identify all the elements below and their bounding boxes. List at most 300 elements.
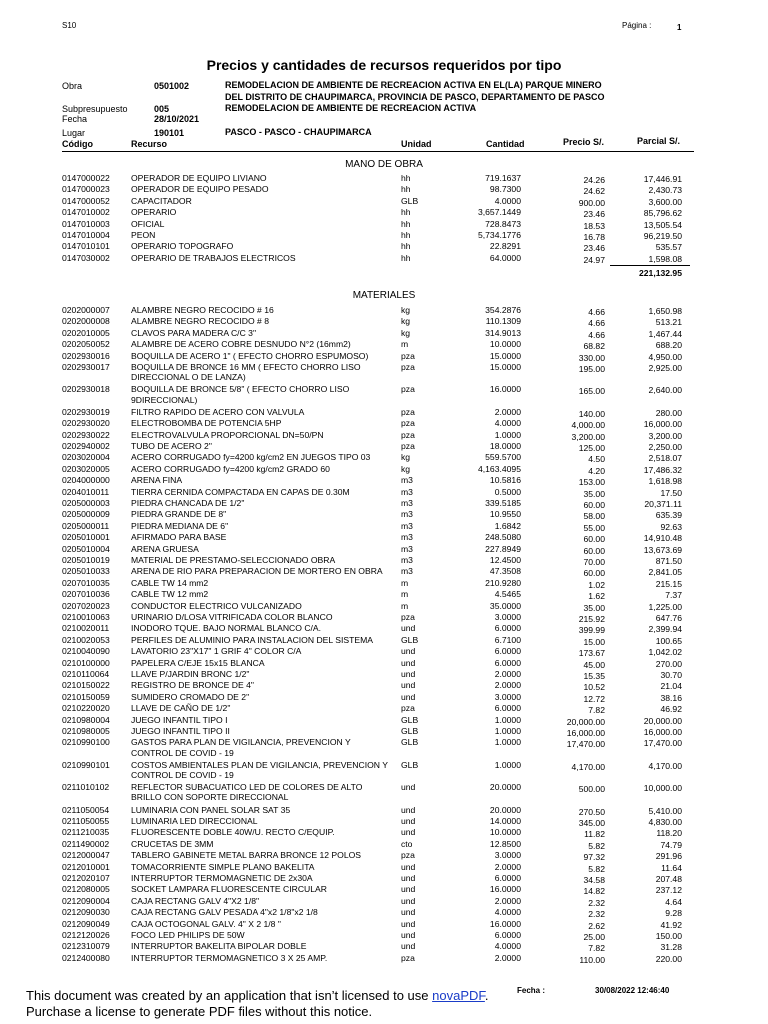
page-title: Precios y cantidades de recursos requeridos por tipo xyxy=(206,57,562,73)
row-price: 24.97 xyxy=(583,254,605,265)
row-unit: und xyxy=(401,646,416,657)
row-quantity: 12.8500 xyxy=(489,838,521,849)
row-code: 0212090004 xyxy=(62,895,110,906)
row-quantity: 2.0000 xyxy=(494,406,521,417)
page-code: S10 xyxy=(62,21,77,30)
row-quantity: 6.0000 xyxy=(494,873,521,883)
row-price: 70.00 xyxy=(583,557,605,567)
row-code: 0147010004 xyxy=(62,230,110,240)
obra-label: Obra xyxy=(62,81,83,91)
row-quantity: 3.0000 xyxy=(494,612,521,622)
row-unit: und xyxy=(401,782,416,793)
row-unit: und xyxy=(401,827,416,838)
row-price: 153.00 xyxy=(578,477,605,488)
row-resource: OPERARIO xyxy=(131,207,177,218)
row-quantity: 4.0000 xyxy=(494,907,521,918)
footer-fecha-label: Fecha : xyxy=(517,986,546,995)
row-code: 0147000023 xyxy=(62,184,110,195)
obra-desc-1: REMODELACION DE AMBIENTE DE RECREACION ACTIVA EN EL(LA) PARQUE MINERO xyxy=(225,80,602,90)
row-unit: pza xyxy=(401,350,415,361)
row-resource: URINARIO D/LOSA VITRIFICADA COLOR BLANCO xyxy=(131,612,333,622)
row-resource: ALAMBRE NEGRO RECOCIDO # 16 xyxy=(131,305,274,315)
row-price: 12.72 xyxy=(583,693,605,704)
row-resource: PIEDRA MEDIANA DE 6" xyxy=(131,520,229,531)
row-partial: 2,250.00 xyxy=(648,442,682,452)
row-partial: 150.00 xyxy=(655,931,682,941)
row-quantity: 98.7300 xyxy=(489,184,521,195)
row-code: 0210100000 xyxy=(62,657,110,668)
row-resource: JUEGO INFANTIL TIPO I xyxy=(131,714,228,725)
row-price: 195.00 xyxy=(578,364,605,374)
row-code: 0205010019 xyxy=(62,555,110,565)
section-title: MANO DE OBRA xyxy=(345,159,423,170)
row-resource: TOMACORRIENTE SIMPLE PLANO BAKELITA xyxy=(131,861,315,872)
row-quantity: 314.9013 xyxy=(485,327,521,338)
row-quantity: 1.0000 xyxy=(494,737,521,748)
row-resource: INTERRUPTOR BAKELITA BIPOLAR DOBLE xyxy=(131,941,307,952)
row-partial: 1,650.98 xyxy=(648,306,682,316)
row-quantity: 16.0000 xyxy=(489,918,521,929)
row-unit: kg xyxy=(401,305,411,315)
row-price: 270.50 xyxy=(578,806,605,817)
row-partial: 2,841.05 xyxy=(648,567,682,578)
row-resource: TIERRA CERNIDA COMPACTADA EN CAPAS DE 0.30M xyxy=(131,486,350,497)
row-partial: 21.04 xyxy=(660,681,682,692)
row-unit: m3 xyxy=(401,498,413,508)
row-price: 7.82 xyxy=(588,943,605,954)
row-partial: 2,518.07 xyxy=(648,453,682,464)
row-partial: 20,371.11 xyxy=(644,499,682,509)
row-unit: und xyxy=(401,669,416,679)
row-unit: pza xyxy=(401,952,415,963)
row-quantity: 6.0000 xyxy=(494,703,521,714)
row-price: 17,470.00 xyxy=(566,739,605,750)
row-quantity: 339.5185 xyxy=(485,498,521,508)
obra-code: 0501002 xyxy=(154,81,190,91)
row-code: 0202000007 xyxy=(62,305,110,315)
row-price: 35.00 xyxy=(583,602,605,613)
row-code: 0202930022 xyxy=(62,429,110,440)
row-partial: 74.79 xyxy=(660,839,682,850)
row-price: 165.00 xyxy=(578,386,605,397)
row-price: 24.26 xyxy=(583,175,605,185)
row-code: 0205010004 xyxy=(62,543,110,554)
row-resource: AFIRMADO PARA BASE xyxy=(131,532,227,543)
row-code: 0210020053 xyxy=(62,634,110,645)
row-unit: pza xyxy=(401,441,415,451)
row-code: 0210220020 xyxy=(62,703,110,714)
row-unit: pza xyxy=(401,362,415,372)
row-quantity: 2.0000 xyxy=(494,861,521,872)
row-quantity: 3.0000 xyxy=(494,850,521,861)
row-price: 4.66 xyxy=(588,329,605,340)
row-partial: 215.15 xyxy=(655,578,682,589)
row-price: 4.20 xyxy=(588,465,605,476)
row-price: 20,000.00 xyxy=(566,716,605,727)
row-unit: GLB xyxy=(401,759,419,770)
row-code: 0202050052 xyxy=(62,339,110,350)
row-price: 5.82 xyxy=(588,863,605,874)
row-unit: m3 xyxy=(401,520,413,531)
license-notice xyxy=(26,988,489,1020)
row-code: 0210150022 xyxy=(62,680,110,691)
row-unit: hh xyxy=(401,184,411,195)
row-price: 23.46 xyxy=(583,209,605,220)
col-unidad: Unidad xyxy=(401,139,432,149)
row-quantity: 227.8949 xyxy=(485,543,521,554)
row-quantity: 20.0000 xyxy=(489,804,521,815)
row-price: 60.00 xyxy=(583,500,605,510)
row-price: 60.00 xyxy=(583,545,605,556)
row-unit: und xyxy=(401,657,416,668)
row-partial: 280.00 xyxy=(655,407,682,418)
row-partial: 1,042.02 xyxy=(648,647,682,658)
row-code: 0211010102 xyxy=(62,782,110,793)
row-partial: 17,446.91 xyxy=(643,174,682,184)
row-unit: hh xyxy=(401,241,411,252)
row-code: 0212080005 xyxy=(62,884,110,895)
row-resource: INODORO TQUE. BAJO NORMAL BLANCO C/A. xyxy=(131,623,322,634)
row-price: 4.50 xyxy=(588,454,605,465)
row-resource: TABLERO GABINETE METAL BARRA BRONCE 12 POLOS xyxy=(131,850,362,861)
row-code: 0212400080 xyxy=(62,952,110,963)
row-quantity: 210.9280 xyxy=(485,577,521,588)
row-partial: 2,640.00 xyxy=(648,385,682,396)
row-code: 0147010003 xyxy=(62,218,110,229)
row-unit: kg xyxy=(401,452,411,463)
row-unit: m3 xyxy=(401,566,413,577)
row-resource: REGISTRO DE BRONCE DE 4" xyxy=(131,680,254,691)
row-resource: INTERRUPTOR TERMOMAGNETIC DE 2x30A xyxy=(131,873,313,883)
row-unit: m xyxy=(401,339,409,350)
row-code: 0147010101 xyxy=(62,241,110,252)
row-code: 0212120026 xyxy=(62,930,110,940)
row-code: 0212090030 xyxy=(62,907,110,918)
row-code: 0212090049 xyxy=(62,918,110,929)
row-unit: pza xyxy=(401,406,415,417)
row-quantity: 10.0000 xyxy=(489,339,521,350)
row-quantity: 47.3508 xyxy=(489,566,521,577)
row-code: 0212310079 xyxy=(62,941,110,952)
row-price: 4.66 xyxy=(588,307,605,317)
row-resource: CAPACITADOR xyxy=(131,195,192,206)
lugar-code: 190101 xyxy=(154,128,185,138)
row-unit: GLB xyxy=(401,195,419,206)
row-resource: PERFILES DE ALUMINIO PARA INSTALACION DEL SISTEMA xyxy=(131,634,373,645)
row-price: 4,000.00 xyxy=(571,420,605,431)
row-unit: GLB xyxy=(401,737,419,748)
row-code: 0202000008 xyxy=(62,316,110,327)
row-partial: 647.76 xyxy=(655,613,682,623)
row-price: 68.82 xyxy=(583,341,605,352)
row-price: 60.00 xyxy=(583,534,605,545)
row-unit: pza xyxy=(401,703,415,714)
row-unit: hh xyxy=(401,207,411,218)
row-unit: und xyxy=(401,691,416,702)
row-unit: kg xyxy=(401,316,411,327)
row-resource: SOCKET LAMPARA FLUORESCENTE CIRCULAR xyxy=(131,884,327,895)
row-price: 25.00 xyxy=(583,932,605,942)
row-partial: 513.21 xyxy=(655,317,682,328)
row-partial: 237.12 xyxy=(655,885,682,896)
row-code: 0210020011 xyxy=(62,623,110,634)
row-partial: 4,950.00 xyxy=(648,351,682,362)
row-unit: und xyxy=(401,873,416,883)
row-code: 0207010035 xyxy=(62,577,110,588)
row-unit: und xyxy=(401,918,416,929)
row-partial: 2,399.94 xyxy=(648,624,682,635)
row-resource: ARENA FINA xyxy=(131,475,183,486)
row-resource: PEON xyxy=(131,230,156,240)
row-price: 11.82 xyxy=(584,829,605,840)
row-partial: 4.64 xyxy=(665,896,682,907)
row-quantity: 10.0000 xyxy=(489,827,521,838)
row-code: 0202930016 xyxy=(62,350,110,361)
row-price: 345.00 xyxy=(578,818,605,828)
row-unit: hh xyxy=(401,230,411,240)
row-quantity: 3,657.1449 xyxy=(477,207,521,218)
row-partial: 17,470.00 xyxy=(643,738,682,749)
row-partial: 3,600.00 xyxy=(648,196,682,207)
footer-fecha-value: 30/08/2022 12:46:40 xyxy=(595,986,670,995)
row-partial: 16,000.00 xyxy=(643,727,682,737)
row-quantity: 4.5465 xyxy=(494,589,521,600)
row-unit: m3 xyxy=(401,509,413,520)
row-quantity: 248.5080 xyxy=(485,532,521,543)
row-partial: 220.00 xyxy=(655,953,682,964)
row-resource: PIEDRA CHANCADA DE 1/2" xyxy=(131,498,245,508)
section-subtotal: 221,132.95 xyxy=(638,268,682,279)
header-rule xyxy=(62,151,694,152)
row-code: 0211210035 xyxy=(62,827,110,838)
row-price: 1.02 xyxy=(588,579,605,590)
row-unit: m3 xyxy=(401,475,413,486)
row-resource: BOQUILLA DE BRONCE 16 MM ( EFECTO CHORRO LISO DIRECCIONAL O DE LANZA) xyxy=(131,362,361,383)
row-unit: und xyxy=(401,907,416,918)
row-quantity: 12.4500 xyxy=(489,555,521,565)
row-quantity: 1.0000 xyxy=(494,726,521,736)
row-unit: m xyxy=(401,600,409,611)
row-quantity: 1.6842 xyxy=(494,520,521,531)
row-resource: BOQUILLA DE BRONCE 5/8" ( EFECTO CHORRO LISO 9DIRECCIONAL) xyxy=(131,384,350,405)
row-unit: und xyxy=(401,623,416,634)
row-resource: ACERO CORRUGADO fy=4200 kg/cm2 EN JUEGOS TIPO 03 xyxy=(131,452,371,463)
row-resource: MATERIAL DE PRESTAMO-SELECCIONADO OBRA xyxy=(131,555,336,565)
row-price: 3,200.00 xyxy=(571,431,605,442)
row-partial: 1,618.98 xyxy=(648,476,682,487)
row-code: 0210990101 xyxy=(62,759,110,770)
row-unit: kg xyxy=(401,463,411,474)
row-quantity: 4.0000 xyxy=(494,941,521,952)
row-unit: und xyxy=(401,930,416,940)
row-quantity: 14.0000 xyxy=(489,816,521,826)
row-price: 215.92 xyxy=(578,614,605,624)
row-unit: und xyxy=(401,884,416,895)
row-quantity: 10.9550 xyxy=(489,509,521,520)
row-quantity: 6.0000 xyxy=(494,657,521,668)
col-cantidad: Cantidad xyxy=(486,139,525,149)
row-code: 0202930019 xyxy=(62,406,110,417)
row-code: 0202010005 xyxy=(62,327,110,338)
row-resource: CABLE TW 14 mm2 xyxy=(131,577,209,588)
row-quantity: 35.0000 xyxy=(489,600,521,611)
row-quantity: 0.5000 xyxy=(494,486,521,497)
row-code: 0205010001 xyxy=(62,532,110,543)
row-quantity: 3.0000 xyxy=(494,691,521,702)
row-partial: 1,225.00 xyxy=(648,601,682,612)
row-quantity: 4.0000 xyxy=(494,418,521,429)
row-partial: 31.28 xyxy=(660,942,682,953)
row-code: 0210010063 xyxy=(62,612,110,622)
row-price: 14.82 xyxy=(583,886,605,897)
row-price: 900.00 xyxy=(578,197,605,208)
row-resource: ELECTROBOMBA DE POTENCIA 5HP xyxy=(131,418,282,429)
subpresupuesto-label: Subpresupuesto xyxy=(62,104,128,114)
col-codigo: Código xyxy=(62,139,93,149)
row-price: 1.62 xyxy=(588,591,605,602)
row-quantity: 18.0000 xyxy=(489,441,521,451)
notice-text-2: Purchase a license to generate PDF files without this notice. xyxy=(26,1004,373,1019)
row-resource: CAJA RECTANG GALV PESADA 4"x2 1/8"x2 1/8 xyxy=(131,907,318,918)
row-unit: m3 xyxy=(401,532,413,543)
row-quantity: 728.8473 xyxy=(485,218,521,229)
row-unit: hh xyxy=(401,218,411,229)
row-resource: PIEDRA GRANDE DE 8" xyxy=(131,509,227,520)
row-partial: 688.20 xyxy=(655,340,682,351)
row-quantity: 1.0000 xyxy=(494,429,521,440)
row-partial: 46.92 xyxy=(660,704,682,715)
row-price: 58.00 xyxy=(583,511,605,522)
row-price: 110.00 xyxy=(579,954,605,965)
row-partial: 207.48 xyxy=(655,874,682,884)
row-quantity: 5,734.1776 xyxy=(477,230,521,240)
row-quantity: 719.1637 xyxy=(485,173,521,183)
row-unit: hh xyxy=(401,252,411,263)
fecha-value: 28/10/2021 xyxy=(154,114,200,124)
row-unit: GLB xyxy=(401,634,419,645)
row-quantity: 15.0000 xyxy=(489,350,521,361)
row-resource: CONDUCTOR ELECTRICO VULCANIZADO xyxy=(131,600,302,611)
row-partial: 635.39 xyxy=(655,510,682,521)
obra-desc-2: DEL DISTRITO DE CHAUPIMARCA, PROVINCIA DE PASCO, DEPARTAMENTO DE PASCO xyxy=(225,92,605,102)
row-unit: und xyxy=(401,804,416,815)
row-partial: 3,200.00 xyxy=(648,430,682,441)
row-code: 0147000052 xyxy=(62,195,110,206)
row-resource: OFICIAL xyxy=(131,218,165,229)
row-resource: CABLE TW 12 mm2 xyxy=(131,589,209,600)
row-code: 0205000011 xyxy=(62,520,110,531)
row-resource: OPERADOR DE EQUIPO PESADO xyxy=(131,184,269,195)
row-code: 0212000047 xyxy=(62,850,110,861)
row-unit: m3 xyxy=(401,486,413,497)
row-resource: CLAVOS PARA MADERA C/C 3" xyxy=(131,327,256,338)
row-price: 2.62 xyxy=(588,920,605,931)
row-code: 0212010001 xyxy=(62,861,110,872)
row-resource: OPERARIO TOPOGRAFO xyxy=(131,241,234,252)
row-resource: LLAVE P/JARDIN BRONC 1/2" xyxy=(131,669,250,679)
row-partial: 38.16 xyxy=(660,692,682,703)
row-code: 0211050054 xyxy=(62,804,110,815)
row-quantity: 64.0000 xyxy=(489,252,521,263)
row-code: 0205000003 xyxy=(62,498,110,508)
row-partial: 20,000.00 xyxy=(643,715,682,726)
row-partial: 16,000.00 xyxy=(643,419,682,430)
row-quantity: 16.0000 xyxy=(489,884,521,895)
row-resource: LLAVE DE CAÑO DE 1/2" xyxy=(131,703,231,714)
row-quantity: 2.0000 xyxy=(494,952,521,963)
row-resource: BOQUILLA DE ACERO 1" ( EFECTO CHORRO ESPUMOSO) xyxy=(131,350,369,361)
row-quantity: 2.0000 xyxy=(494,669,521,679)
row-code: 0147030002 xyxy=(62,252,110,263)
row-resource: SUMIDERO CROMADO DE 2" xyxy=(131,691,250,702)
row-resource: INTERRUPTOR TERMOMAGNETICO 3 X 25 AMP. xyxy=(131,952,328,963)
row-resource: PAPELERA C/EJE 15x15 BLANCA xyxy=(131,657,265,668)
row-partial: 535.57 xyxy=(655,242,682,253)
novapdf-link[interactable]: novaPDF xyxy=(432,988,485,1003)
subtotal-rule xyxy=(610,265,690,266)
row-resource: TUBO DE ACERO 2" xyxy=(131,441,212,451)
row-resource: ARENA DE RIO PARA PREPARACION DE MORTERO EN OBRA xyxy=(131,566,383,577)
row-price: 5.82 xyxy=(588,840,605,851)
row-resource: FOCO LED PHILIPS DE 50W xyxy=(131,930,245,940)
row-quantity: 22.8291 xyxy=(489,241,521,252)
row-code: 0207020023 xyxy=(62,600,110,611)
row-price: 34.58 xyxy=(583,875,605,885)
row-price: 16,000.00 xyxy=(566,728,605,738)
row-price: 500.00 xyxy=(578,784,605,795)
page-number: 1 xyxy=(677,23,682,32)
row-partial: 100.65 xyxy=(655,635,682,646)
row-unit: pza xyxy=(401,418,415,429)
row-unit: GLB xyxy=(401,726,419,736)
row-quantity: 4,163.4095 xyxy=(477,463,521,474)
row-price: 140.00 xyxy=(578,408,605,419)
row-partial: 2,925.00 xyxy=(648,363,682,373)
row-resource: CAJA OCTOGONAL GALV. 4" X 2 1/8 " xyxy=(131,918,281,929)
row-code: 0205010033 xyxy=(62,566,110,577)
row-resource: FLUORESCENTE DOBLE 40W/U. RECTO C/EQUIP. xyxy=(131,827,335,838)
row-unit: pza xyxy=(401,612,415,622)
row-price: 35.00 xyxy=(583,488,605,499)
row-code: 0210110064 xyxy=(62,669,110,679)
row-partial: 10,000.00 xyxy=(643,783,682,794)
notice-period: . xyxy=(484,988,489,1003)
row-price: 2.32 xyxy=(588,909,605,920)
row-code: 0202930017 xyxy=(62,362,110,372)
row-resource: REFLECTOR SUBACUATICO LED DE COLORES DE ALTO BRILLO CON SOPORTE DIRECCIONAL xyxy=(131,782,363,803)
row-quantity: 1.0000 xyxy=(494,759,521,770)
row-quantity: 2.0000 xyxy=(494,680,521,691)
row-code: 0203020005 xyxy=(62,463,110,474)
row-code: 0202940002 xyxy=(62,441,110,451)
row-partial: 4,830.00 xyxy=(648,817,682,827)
row-code: 0210980004 xyxy=(62,714,110,725)
row-partial: 92.63 xyxy=(660,521,682,532)
row-code: 0204000000 xyxy=(62,475,110,486)
row-unit: pza xyxy=(401,850,415,861)
row-partial: 2,430.73 xyxy=(648,185,682,196)
row-price: 23.46 xyxy=(583,243,605,254)
row-partial: 9.28 xyxy=(665,908,682,919)
row-partial: 1,467.44 xyxy=(648,328,682,339)
row-partial: 5,410.00 xyxy=(648,805,682,816)
row-partial: 13,673.69 xyxy=(643,544,682,555)
row-resource: COSTOS AMBIENTALES PLAN DE VIGILANCIA, PREVENCION Y CONTROL DE COVID - 19 xyxy=(131,759,388,780)
row-unit: GLB xyxy=(401,714,419,725)
row-code: 0212020107 xyxy=(62,873,110,883)
col-parcial: Parcial S/. xyxy=(637,136,681,146)
row-unit: und xyxy=(401,816,416,826)
